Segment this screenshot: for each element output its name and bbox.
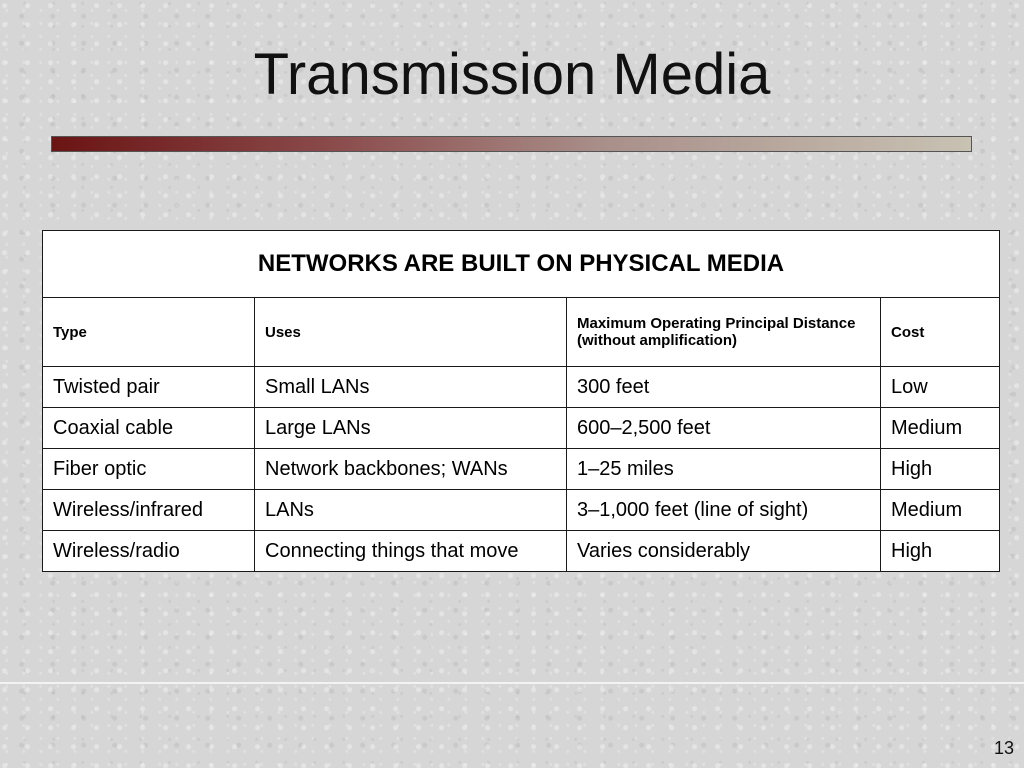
table-row — [43, 408, 1000, 449]
cell-type: Coaxial cable — [43, 408, 255, 449]
cell-cost: Medium — [881, 408, 1000, 449]
title-underline-bar — [51, 136, 972, 152]
cell-cost: Low — [881, 367, 1000, 408]
cell-uses: Network backbones; WANs — [255, 449, 567, 490]
header-uses: Uses — [255, 298, 567, 367]
header-distance: Maximum Operating Principal Distance (without amplification) — [567, 298, 881, 367]
cell-uses: Large LANs — [255, 408, 567, 449]
table-caption: NETWORKS ARE BUILT ON PHYSICAL MEDIA — [43, 231, 1000, 298]
cell-cost: High — [881, 449, 1000, 490]
cell-uses: LANs — [255, 490, 567, 531]
cell-cost: Medium — [881, 490, 1000, 531]
table-row — [43, 367, 1000, 408]
slide-title: Transmission Media — [253, 42, 771, 107]
footer-divider — [0, 682, 1024, 684]
header-type: Type — [43, 298, 255, 367]
cell-type: Twisted pair — [43, 367, 255, 408]
cell-distance: 600–2,500 feet — [567, 408, 881, 449]
cell-uses: Small LANs — [255, 367, 567, 408]
cell-uses: Connecting things that move — [255, 531, 567, 572]
cell-type: Wireless/infrared — [43, 490, 255, 531]
cell-distance: Varies considerably — [567, 531, 881, 572]
cell-distance: 3–1,000 feet (line of sight) — [567, 490, 881, 531]
table-row — [43, 449, 1000, 490]
table-caption-row — [43, 231, 1000, 298]
cell-distance: 300 feet — [567, 367, 881, 408]
table-header-row — [43, 298, 1000, 367]
cell-type: Fiber optic — [43, 449, 255, 490]
page-number: 13 — [993, 738, 1014, 758]
header-cost: Cost — [881, 298, 1000, 367]
cell-type: Wireless/radio — [43, 531, 255, 572]
table-row — [43, 531, 1000, 572]
table-row — [43, 490, 1000, 531]
transmission-media-table — [42, 230, 1000, 572]
cell-cost: High — [881, 531, 1000, 572]
cell-distance: 1–25 miles — [567, 449, 881, 490]
